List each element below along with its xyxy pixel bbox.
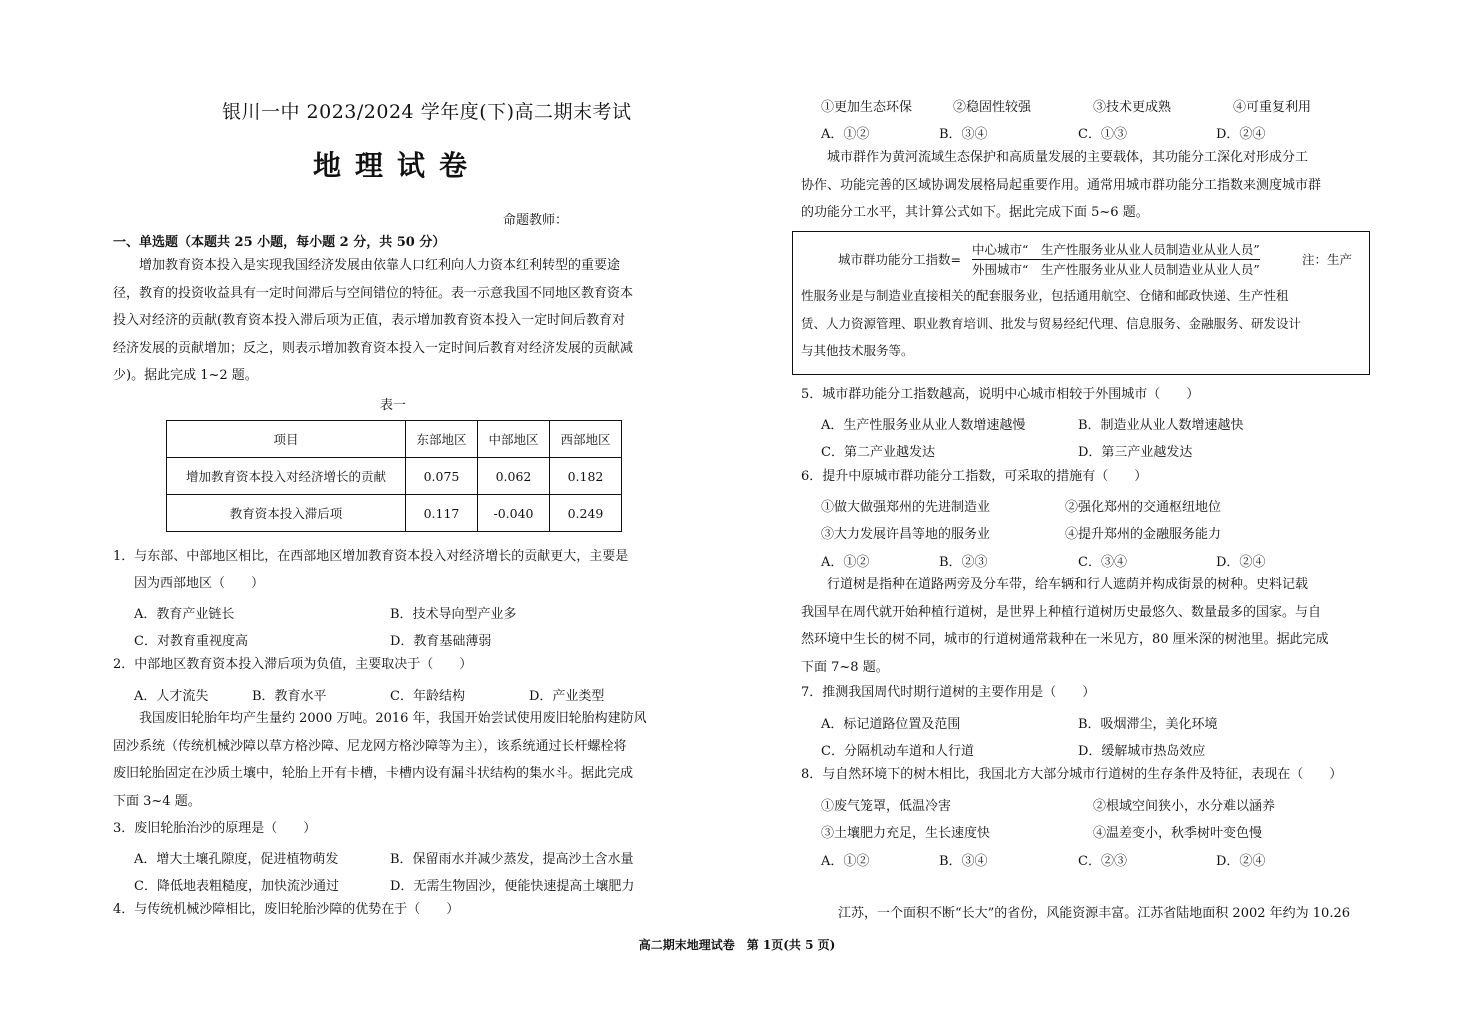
question-4-option-d[interactable]: D．②④ [1216, 127, 1266, 142]
question-4-item-1: ①更加生态环保 [821, 100, 913, 115]
question-2-stem: 2．中部地区教育资本投入滞后项为负值，主要取决于（ ） [113, 657, 473, 672]
question-5-option-d[interactable]: D．第三产业越发达 [1078, 445, 1193, 460]
question-8-item-2: ②根域空间狭小，水分难以涵养 [1093, 799, 1276, 814]
passage-line: 我国废旧轮胎年均产生量约 2000 万吨。2016 年，我国开始尝试使用废旧轮胎构建防风 [139, 711, 647, 726]
question-2-option-d[interactable]: D．产业类型 [529, 689, 605, 704]
question-6-option-c[interactable]: C．③④ [1078, 555, 1127, 570]
education-table [166, 420, 622, 532]
question-8-stem: 8．与自然环境下的树木相比，我国北方大部分城市行道树的生存条件及特征，表现在（ ） [801, 767, 1343, 782]
table-row [167, 458, 622, 495]
table-header: 东部地区 [406, 421, 478, 458]
formula-fraction [972, 240, 1260, 278]
question-7-option-a[interactable]: A．标记道路位置及范围 [821, 717, 961, 732]
passage-jiangsu: 江苏，一个面积不断“长大”的省份，风能资源丰富。江苏省陆地面积 2002 年约为 10.26 [838, 906, 1350, 921]
question-3-option-a[interactable]: A．增大土壤孔隙度，促进植物萌发 [134, 852, 339, 867]
passage-line: 增加教育资本投入是实现我国经济发展由依靠人口红利向人力资本红利转型的重要途 [139, 258, 621, 273]
question-4-item-2: ②稳固性较强 [953, 100, 1032, 115]
question-7-option-b[interactable]: B．吸烟滞尘，美化环境 [1078, 717, 1218, 732]
question-5-option-a[interactable]: A．生产性服务业从业人数增速越慢 [821, 418, 1026, 433]
formula-note-head: 注：生产 [1302, 252, 1353, 267]
table-cell: 教育资本投入滞后项 [167, 495, 406, 532]
table-header: 项目 [167, 421, 406, 458]
question-8-option-c[interactable]: C．②③ [1078, 854, 1127, 869]
question-5-option-b[interactable]: B．制造业从业人数增速越快 [1078, 418, 1244, 433]
question-8-item-3: ③土壤肥力充足，生长速度快 [821, 826, 991, 841]
passage-line: 协作、功能完善的区域协调发展格局起重要作用。通常用城市群功能分工指数来测度城市群 [801, 177, 1322, 193]
passage-line: 固沙系统（传统机械沙障以草方格沙障、尼龙网方格沙障等为主），该系统通过长杆螺栓将 [113, 738, 627, 754]
question-1-stem: 1．与东部、中部地区相比，在西部地区增加教育资本投入对经济增长的贡献更大，主要是 [113, 549, 629, 564]
table-cell: 0.117 [406, 495, 478, 532]
question-7-option-c[interactable]: C．分隔机动车道和人行道 [821, 744, 974, 759]
question-6-option-d[interactable]: D．②④ [1216, 555, 1266, 570]
table-cell: 0.249 [550, 495, 622, 532]
question-1-option-d[interactable]: D．教育基础薄弱 [390, 634, 492, 649]
table-cell: 增加教育资本投入对经济增长的贡献 [167, 458, 406, 495]
question-4-option-c[interactable]: C．①③ [1078, 127, 1127, 142]
question-6-item-4: ④提升郑州的金融服务能力 [1065, 527, 1222, 542]
question-3-stem: 3．废旧轮胎治沙的原理是（ ） [113, 821, 317, 836]
formula-denominator: 外围城市“ 生产性服务业从业人员制造业从业人员” [972, 262, 1260, 277]
passage-line: 城市群作为黄河流域生态保护和高质量发展的主要载体，其功能分工深化对形成分工 [827, 150, 1309, 165]
formula-note [801, 282, 1361, 365]
passage-line: 然环境中生长的树不同，城市的行道树通常栽种在一米见方，80 厘米深的树池里。据此完成 [801, 632, 1329, 647]
passage-line: 投入对经济的贡献(教育资本投入滞后项为正值，表示增加教育资本投入一定时间后教育对 [113, 313, 626, 328]
question-2-option-a[interactable]: A．人才流失 [134, 689, 209, 704]
table-header-row [167, 421, 622, 458]
question-5-option-c[interactable]: C．第二产业越发达 [821, 445, 935, 460]
question-6-item-2: ②强化郑州的交通枢纽地位 [1065, 500, 1222, 515]
note-line: 性服务业是与制造业直接相关的配套服务业，包括通用航空、仓储和邮政快递、生产性租 [801, 288, 1289, 303]
passage-street-trees [801, 571, 1363, 681]
question-1-option-b[interactable]: B．技术导向型产业多 [390, 607, 517, 622]
question-2-option-c[interactable]: C．年龄结构 [390, 689, 465, 704]
table-caption: 表一 [380, 398, 407, 413]
table-cell: -0.040 [478, 495, 550, 532]
subject-title: 地理试卷 [313, 149, 482, 182]
question-8-item-4: ④温差变小，秋季树叶变色慢 [1093, 826, 1263, 841]
question-3-option-b[interactable]: B．保留雨水并减少蒸发，提高沙土含水量 [390, 852, 634, 867]
note-line: 与其他技术服务等。 [801, 343, 914, 358]
passage-tyres [113, 705, 675, 815]
question-1-option-a[interactable]: A．教育产业链长 [134, 607, 235, 622]
question-8-option-a[interactable]: A．①② [821, 854, 870, 869]
note-line: 赁、人力资源管理、职业教育培训、批发与贸易经纪代理、信息服务、金融服务、研发设计 [801, 315, 1302, 331]
table-cell: 0.182 [550, 458, 622, 495]
section-heading: 一、单选题（本题共 25 小题，每小题 2 分，共 50 分） [113, 235, 446, 250]
question-1-stem-cont: 因为西部地区（ ） [134, 576, 265, 591]
question-4-item-4: ④可重复利用 [1233, 100, 1312, 115]
teacher-label: 命题教师： [503, 213, 569, 228]
question-8-item-1: ①废气笼罩，低温冷害 [821, 799, 952, 814]
question-3-option-c[interactable]: C．降低地表粗糙度，加快流沙通过 [134, 879, 339, 894]
passage-line: 少)。据此完成 1~2 题。 [113, 368, 258, 383]
passage-line: 下面 7~8 题。 [801, 659, 889, 675]
question-7-option-d[interactable]: D．缓解城市热岛效应 [1078, 744, 1206, 759]
question-6-item-3: ③大力发展许昌等地的服务业 [821, 527, 991, 542]
table-header: 中部地区 [478, 421, 550, 458]
passage-line: 下面 3~4 题。 [113, 793, 201, 809]
question-3-option-d[interactable]: D．无需生物固沙，便能快速提高土壤肥力 [390, 879, 635, 894]
question-4-item-3: ③技术更成熟 [1093, 100, 1172, 115]
passage-line: 径，教育的投资收益具有一定时间滞后与空间错位的特征。表一示意我国不同地区教育资本 [113, 285, 634, 301]
passage-line: 的功能分工水平，其计算公式如下。据此完成下面 5~6 题。 [801, 205, 1149, 220]
question-6-item-1: ①做大做强郑州的先进制造业 [821, 500, 991, 515]
question-6-stem: 6．提升中原城市群功能分工指数，可采取的措施有（ ） [801, 469, 1148, 484]
passage-line: 废旧轮胎固定在沙质土壤中，轮胎上开有卡槽，卡槽内设有漏斗状结构的集水斗。据此完成 [113, 766, 634, 781]
passage-line: 经济发展的贡献增加；反之，则表示增加教育资本投入一定时间后教育对经济发展的贡献减 [113, 340, 634, 356]
formula-numerator: 中心城市“ 生产性服务业从业人员制造业从业人员” [972, 240, 1260, 260]
question-8-option-b[interactable]: B．③④ [939, 854, 988, 869]
table-cell: 0.075 [406, 458, 478, 495]
question-6-option-b[interactable]: B．②③ [939, 555, 988, 570]
exam-title: 银川一中 2023/2024 学年度(下)高二期末考试 [222, 101, 632, 123]
question-4-option-b[interactable]: B．③④ [939, 127, 988, 142]
page-footer: 高二期末地理试卷 第 1页(共 5 页) [638, 938, 836, 952]
table-row [167, 495, 622, 532]
passage-city-cluster [801, 144, 1363, 227]
question-4-stem: 4．与传统机械沙障相比，废旧轮胎沙障的优势在于（ ） [113, 902, 460, 917]
table-header: 西部地区 [550, 421, 622, 458]
table-cell: 0.062 [478, 458, 550, 495]
passage-line: 我国早在周代就开始种植行道树，是世界上种植行道树历史最悠久、数量最多的国家。与自 [801, 604, 1322, 620]
question-2-option-b[interactable]: B．教育水平 [252, 689, 327, 704]
question-7-stem: 7．推测我国周代时期行道树的主要作用是（ ） [801, 685, 1096, 700]
question-4-option-a[interactable]: A．①② [821, 127, 870, 142]
question-1-option-c[interactable]: C．对教育重视度高 [134, 634, 248, 649]
passage-education [113, 252, 675, 390]
passage-line: 行道树是指种在道路两旁及分车带，给车辆和行人遮荫并构成街景的树种。史料记载 [827, 577, 1309, 592]
question-6-option-a[interactable]: A．①② [821, 555, 870, 570]
formula-label: 城市群功能分工指数= [838, 252, 961, 267]
question-8-option-d[interactable]: D．②④ [1216, 854, 1266, 869]
question-5-stem: 5．城市群功能分工指数越高，说明中心城市相较于外围城市（ ） [801, 387, 1200, 402]
